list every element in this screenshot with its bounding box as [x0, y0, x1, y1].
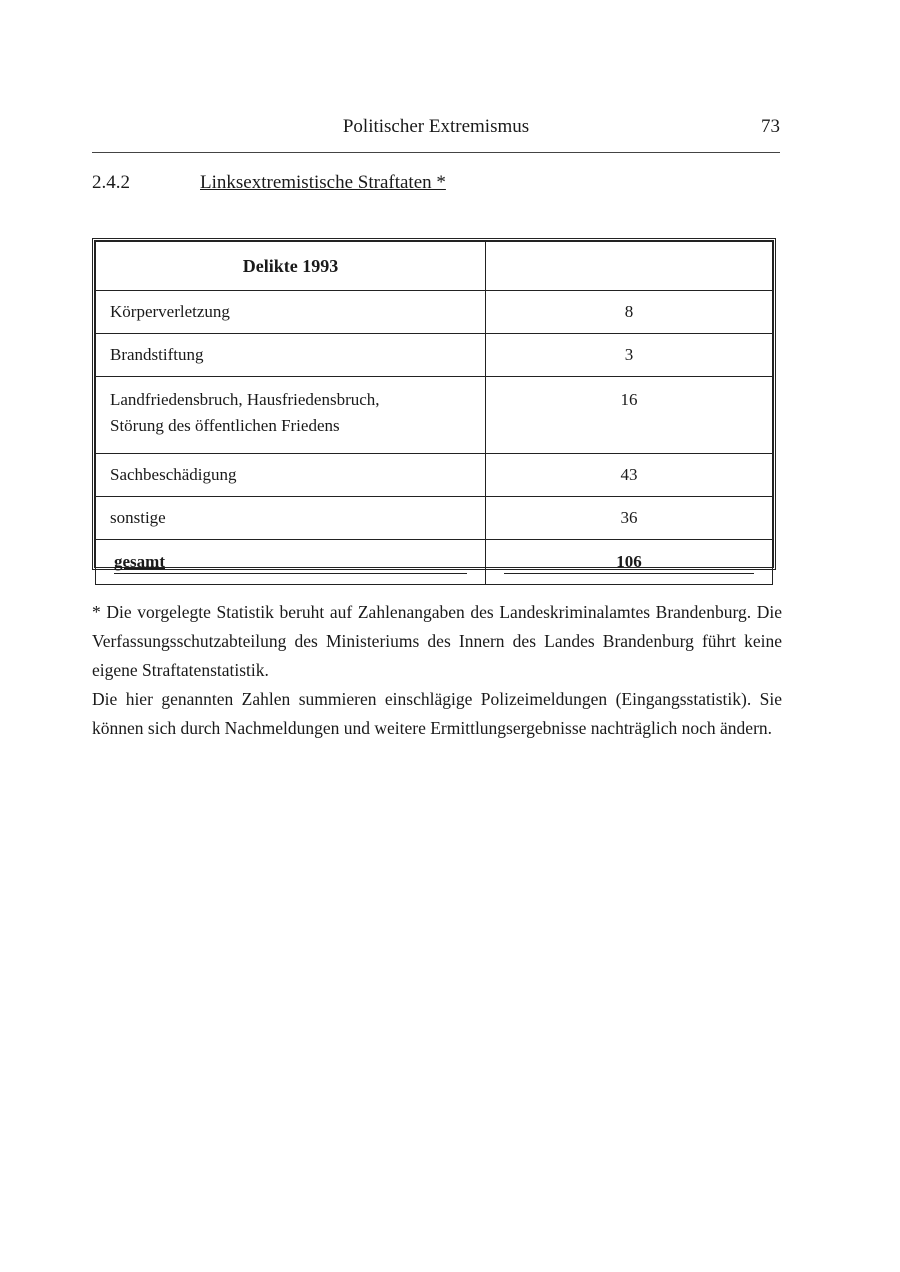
row-label: [96, 377, 486, 454]
offenses-table-grid: [95, 241, 773, 585]
row-label: Körperverletzung: [96, 291, 486, 334]
table-row: [96, 454, 773, 497]
footnote-paragraph: Die hier genannten Zahlen summieren einschlägige Polizeimeldungen (Eingangsstatistik). Sie können sich durch Nachmeldungen und weitere Ermittlungsergebnisse nachträglich noch ändern.: [92, 689, 782, 738]
table-row: [96, 377, 773, 454]
table-row: [96, 334, 773, 377]
table-header-row: [96, 242, 773, 291]
row-value: 43: [486, 454, 773, 497]
page-number: 73: [761, 116, 780, 137]
section-title: Linksextremistische Straftaten *: [200, 172, 446, 193]
running-title: Politischer Extremismus: [342, 116, 530, 137]
table-total-row: [96, 540, 773, 585]
footnote-paragraph: * Die vorgelegte Statistik beruht auf Zahlenangaben des Landeskriminalamtes Brandenburg. Die Verfassungsschutzabteilung des Ministeriums des Innern des Landes Brandenburg führt keine eigene Straftatenstatistik.: [92, 602, 782, 680]
section-heading: [92, 172, 446, 194]
table-header-label: Delikte 1993: [96, 242, 486, 291]
row-value: 8: [486, 291, 773, 334]
total-value: 106: [504, 551, 754, 574]
table-row: [96, 291, 773, 334]
row-value: 36: [486, 497, 773, 540]
total-label: gesamt: [114, 551, 467, 574]
page-header: [92, 116, 780, 153]
row-label: Sachbeschädigung: [96, 454, 486, 497]
footnote-text: [92, 598, 782, 743]
section-number: 2.4.2: [92, 172, 130, 193]
table-row: [96, 497, 773, 540]
total-value-cell: [486, 540, 773, 585]
row-label: Brandstiftung: [96, 334, 486, 377]
total-label-cell: [96, 540, 486, 585]
row-label-line: Störung des öffentlichen Friedens: [110, 416, 340, 435]
row-label: sonstige: [96, 497, 486, 540]
row-value: 16: [486, 377, 773, 454]
row-label-line: Landfriedensbruch, Hausfriedensbruch,: [110, 390, 380, 409]
offenses-table: [92, 238, 776, 570]
row-value: 3: [486, 334, 773, 377]
table-header-value: [486, 242, 773, 291]
